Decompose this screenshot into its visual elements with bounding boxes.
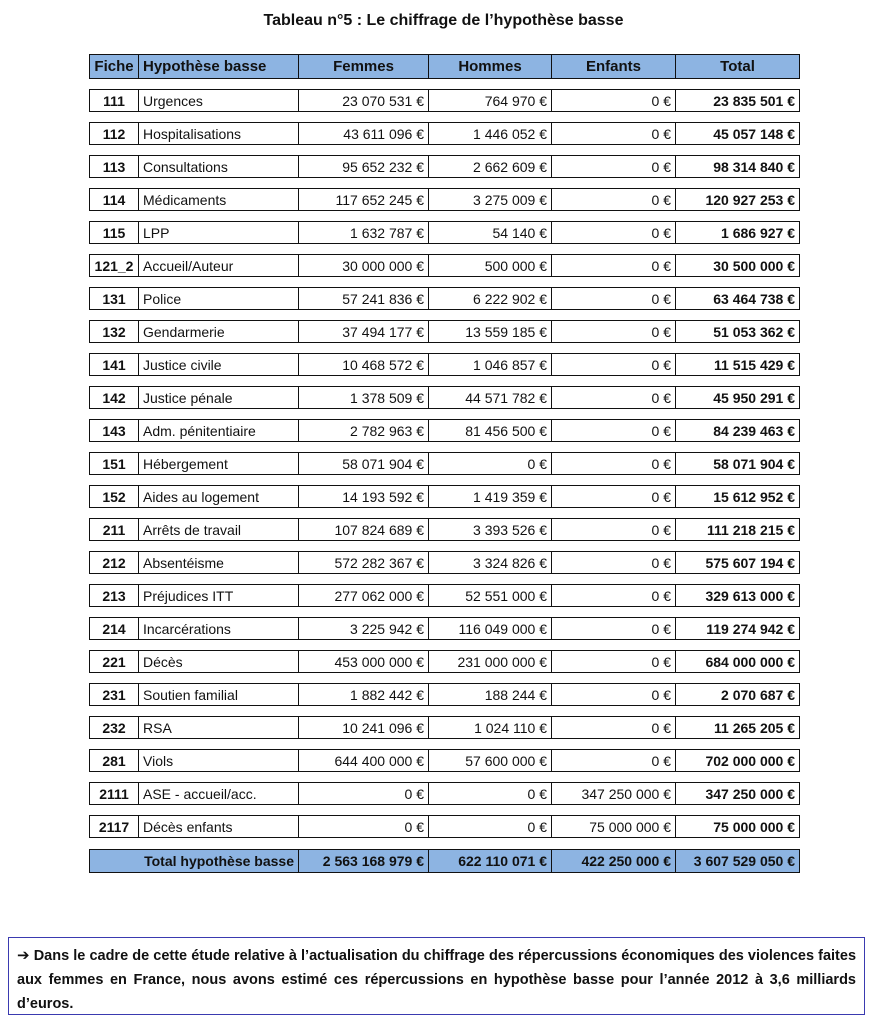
row-spacer (90, 211, 800, 222)
cell-total: 575 607 194 € (676, 552, 800, 574)
cell-enfants: 0 € (552, 354, 676, 376)
row-spacer (90, 475, 800, 486)
cell-total: 51 053 362 € (676, 321, 800, 343)
row-spacer (90, 772, 800, 783)
spacer-cell (90, 376, 800, 387)
cell-total: 11 265 205 € (676, 717, 800, 739)
cell-hommes: 3 393 526 € (429, 519, 552, 541)
cell-enfants: 0 € (552, 486, 676, 508)
cell-enfants: 0 € (552, 321, 676, 343)
cell-femmes: 453 000 000 € (299, 651, 429, 673)
cell-enfants: 0 € (552, 90, 676, 112)
arrow-right-icon: ➔ (17, 947, 30, 964)
spacer-cell (90, 343, 800, 354)
spacer-cell (90, 409, 800, 420)
cell-hommes: 52 551 000 € (429, 585, 552, 607)
table-row (90, 717, 800, 739)
table-row (90, 783, 800, 805)
total-enfants: 422 250 000 € (552, 850, 676, 873)
row-spacer (90, 607, 800, 618)
cell-enfants: 0 € (552, 552, 676, 574)
cell-label: Police (139, 288, 299, 310)
cell-femmes: 23 070 531 € (299, 90, 429, 112)
table-header (90, 55, 800, 79)
cell-femmes: 43 611 096 € (299, 123, 429, 145)
cell-femmes: 1 882 442 € (299, 684, 429, 706)
cell-hommes: 81 456 500 € (429, 420, 552, 442)
cell-total: 58 071 904 € (676, 453, 800, 475)
table-row (90, 222, 800, 244)
spacer-cell (90, 244, 800, 255)
cell-femmes: 30 000 000 € (299, 255, 429, 277)
cell-hommes: 116 049 000 € (429, 618, 552, 640)
cell-femmes: 0 € (299, 816, 429, 838)
cell-total: 119 274 942 € (676, 618, 800, 640)
cell-femmes: 1 378 509 € (299, 387, 429, 409)
cell-fiche: 132 (90, 321, 139, 343)
cell-total: 329 613 000 € (676, 585, 800, 607)
cell-label: Décès enfants (139, 816, 299, 838)
table-row (90, 420, 800, 442)
cell-enfants: 0 € (552, 684, 676, 706)
cell-label: ASE - accueil/acc. (139, 783, 299, 805)
row-spacer (90, 805, 800, 816)
cell-femmes: 572 282 367 € (299, 552, 429, 574)
cell-hommes: 57 600 000 € (429, 750, 552, 772)
cell-fiche: 212 (90, 552, 139, 574)
spacer-cell (90, 277, 800, 288)
cell-total: 84 239 463 € (676, 420, 800, 442)
cell-femmes: 117 652 245 € (299, 189, 429, 211)
spacer-cell (90, 805, 800, 816)
spacer-cell (90, 442, 800, 453)
table-row (90, 816, 800, 838)
table-row (90, 255, 800, 277)
spacer-cell (90, 112, 800, 123)
cell-enfants: 0 € (552, 123, 676, 145)
row-spacer (90, 640, 800, 651)
spacer-cell (90, 79, 800, 90)
cell-fiche: 214 (90, 618, 139, 640)
row-spacer (90, 409, 800, 420)
table-row (90, 618, 800, 640)
cell-label: LPP (139, 222, 299, 244)
cell-hommes: 2 662 609 € (429, 156, 552, 178)
cell-enfants: 0 € (552, 255, 676, 277)
cell-label: Arrêts de travail (139, 519, 299, 541)
cell-hommes: 3 324 826 € (429, 552, 552, 574)
cell-fiche: 131 (90, 288, 139, 310)
cell-hommes: 1 446 052 € (429, 123, 552, 145)
cell-femmes: 57 241 836 € (299, 288, 429, 310)
cell-enfants: 0 € (552, 420, 676, 442)
spacer-cell (90, 706, 800, 717)
cell-enfants: 0 € (552, 519, 676, 541)
cell-femmes: 107 824 689 € (299, 519, 429, 541)
row-spacer (90, 508, 800, 519)
table-row (90, 552, 800, 574)
cell-hommes: 0 € (429, 816, 552, 838)
cell-total: 45 057 148 € (676, 123, 800, 145)
table-row (90, 288, 800, 310)
cell-femmes: 3 225 942 € (299, 618, 429, 640)
row-spacer (90, 343, 800, 354)
table-row (90, 354, 800, 376)
cell-hommes: 188 244 € (429, 684, 552, 706)
table-row (90, 651, 800, 673)
row-spacer (90, 112, 800, 123)
cell-label: Accueil/Auteur (139, 255, 299, 277)
summary-note (8, 937, 865, 1015)
cell-fiche: 143 (90, 420, 139, 442)
cell-fiche: 152 (90, 486, 139, 508)
table-row (90, 321, 800, 343)
spacer-cell (90, 310, 800, 321)
row-spacer (90, 574, 800, 585)
header-enfants: Enfants (552, 55, 676, 79)
total-total: 3 607 529 050 € (676, 850, 800, 873)
cell-label: Incarcérations (139, 618, 299, 640)
cell-enfants: 0 € (552, 717, 676, 739)
cell-fiche: 112 (90, 123, 139, 145)
cell-hommes: 1 046 857 € (429, 354, 552, 376)
cell-hommes: 764 970 € (429, 90, 552, 112)
cell-hommes: 13 559 185 € (429, 321, 552, 343)
header-total: Total (676, 55, 800, 79)
row-spacer (90, 673, 800, 684)
row-spacer (90, 79, 800, 90)
cell-enfants: 75 000 000 € (552, 816, 676, 838)
row-spacer (90, 244, 800, 255)
row-spacer (90, 376, 800, 387)
cell-fiche: 2117 (90, 816, 139, 838)
cell-label: Décès (139, 651, 299, 673)
table-row (90, 585, 800, 607)
cell-hommes: 44 571 782 € (429, 387, 552, 409)
table-row (90, 684, 800, 706)
cell-label: Soutien familial (139, 684, 299, 706)
spacer-cell (90, 673, 800, 684)
table-row (90, 189, 800, 211)
spacer-cell (90, 607, 800, 618)
header-hommes: Hommes (429, 55, 552, 79)
cell-enfants: 0 € (552, 387, 676, 409)
row-spacer (90, 706, 800, 717)
table-row (90, 123, 800, 145)
total-femmes: 2 563 168 979 € (299, 850, 429, 873)
cell-label: Adm. pénitentiaire (139, 420, 299, 442)
cell-hommes: 1 419 359 € (429, 486, 552, 508)
cell-total: 684 000 000 € (676, 651, 800, 673)
row-spacer (90, 277, 800, 288)
cell-label: Hébergement (139, 453, 299, 475)
row-gap (90, 838, 800, 850)
cell-hommes: 500 000 € (429, 255, 552, 277)
cell-femmes: 95 652 232 € (299, 156, 429, 178)
cell-femmes: 277 062 000 € (299, 585, 429, 607)
total-row (90, 850, 800, 873)
cell-total: 15 612 952 € (676, 486, 800, 508)
cell-label: Hospitalisations (139, 123, 299, 145)
cell-fiche: 121_2 (90, 255, 139, 277)
cell-label: RSA (139, 717, 299, 739)
cell-total: 111 218 215 € (676, 519, 800, 541)
cell-femmes: 10 241 096 € (299, 717, 429, 739)
cell-femmes: 644 400 000 € (299, 750, 429, 772)
spacer-cell (90, 772, 800, 783)
cell-fiche: 151 (90, 453, 139, 475)
cell-fiche: 114 (90, 189, 139, 211)
cell-fiche: 141 (90, 354, 139, 376)
spacer-cell (90, 475, 800, 486)
cell-label: Viols (139, 750, 299, 772)
table-row (90, 750, 800, 772)
header-femmes: Femmes (299, 55, 429, 79)
table-row (90, 519, 800, 541)
cell-hommes: 0 € (429, 783, 552, 805)
cell-femmes: 14 193 592 € (299, 486, 429, 508)
row-spacer (90, 310, 800, 321)
cell-enfants: 0 € (552, 189, 676, 211)
header-fiche: Fiche (90, 55, 139, 79)
spacer-cell (90, 574, 800, 585)
cell-fiche: 111 (90, 90, 139, 112)
cell-label: Gendarmerie (139, 321, 299, 343)
cell-fiche: 211 (90, 519, 139, 541)
cell-fiche: 142 (90, 387, 139, 409)
cell-total: 2 070 687 € (676, 684, 800, 706)
table-body (90, 79, 800, 838)
cell-enfants: 0 € (552, 288, 676, 310)
cell-label: Préjudices ITT (139, 585, 299, 607)
cell-total: 63 464 738 € (676, 288, 800, 310)
cell-total: 120 927 253 € (676, 189, 800, 211)
spacer-cell (90, 145, 800, 156)
cell-label: Justice civile (139, 354, 299, 376)
header-hypothese: Hypothèse basse (139, 55, 299, 79)
row-spacer (90, 442, 800, 453)
cell-hommes: 54 140 € (429, 222, 552, 244)
cell-label: Aides au logement (139, 486, 299, 508)
cell-total: 45 950 291 € (676, 387, 800, 409)
cell-femmes: 2 782 963 € (299, 420, 429, 442)
cell-label: Justice pénale (139, 387, 299, 409)
spacer-cell (90, 211, 800, 222)
cell-fiche: 221 (90, 651, 139, 673)
cell-fiche: 115 (90, 222, 139, 244)
cell-label: Médicaments (139, 189, 299, 211)
cost-table (89, 54, 800, 873)
spacer-cell (90, 640, 800, 651)
cell-total: 702 000 000 € (676, 750, 800, 772)
table-footer (90, 838, 800, 873)
table-row (90, 156, 800, 178)
cell-fiche: 113 (90, 156, 139, 178)
cell-hommes: 231 000 000 € (429, 651, 552, 673)
cell-fiche: 2111 (90, 783, 139, 805)
cell-total: 30 500 000 € (676, 255, 800, 277)
total-label: Total hypothèse basse (139, 850, 299, 873)
cell-enfants: 0 € (552, 585, 676, 607)
spacer-cell (90, 178, 800, 189)
total-fiche-cell (90, 850, 139, 873)
cell-enfants: 347 250 000 € (552, 783, 676, 805)
spacer-cell (90, 541, 800, 552)
cell-hommes: 1 024 110 € (429, 717, 552, 739)
cell-label: Urgences (139, 90, 299, 112)
cell-label: Consultations (139, 156, 299, 178)
cell-femmes: 37 494 177 € (299, 321, 429, 343)
cell-femmes: 10 468 572 € (299, 354, 429, 376)
cell-fiche: 231 (90, 684, 139, 706)
table-row (90, 453, 800, 475)
table-title: Tableau n°5 : Le chiffrage de l’hypothèse basse (263, 12, 624, 29)
cell-hommes: 0 € (429, 453, 552, 475)
table-row (90, 90, 800, 112)
cell-total: 23 835 501 € (676, 90, 800, 112)
row-spacer (90, 541, 800, 552)
cell-fiche: 213 (90, 585, 139, 607)
row-spacer (90, 145, 800, 156)
spacer-cell (90, 739, 800, 750)
cell-total: 347 250 000 € (676, 783, 800, 805)
cell-total: 11 515 429 € (676, 354, 800, 376)
cell-enfants: 0 € (552, 222, 676, 244)
cell-hommes: 6 222 902 € (429, 288, 552, 310)
table-row (90, 486, 800, 508)
cell-fiche: 281 (90, 750, 139, 772)
cell-total: 75 000 000 € (676, 816, 800, 838)
row-spacer (90, 739, 800, 750)
cell-enfants: 0 € (552, 750, 676, 772)
cell-femmes: 1 632 787 € (299, 222, 429, 244)
spacer-cell (90, 508, 800, 519)
cell-femmes: 0 € (299, 783, 429, 805)
cell-label: Absentéisme (139, 552, 299, 574)
cell-total: 1 686 927 € (676, 222, 800, 244)
cell-hommes: 3 275 009 € (429, 189, 552, 211)
cell-fiche: 232 (90, 717, 139, 739)
total-hommes: 622 110 071 € (429, 850, 552, 873)
note-text: Dans le cadre de cette étude relative à l’actualisation du chiffrage des répercussions économiques des violences faites aux femmes en France, nous avons estimé ces répercussions en hypothèse basse pour l’année 2012 à 3,6 milliards d’euros. (17, 948, 857, 1012)
table-row (90, 387, 800, 409)
cell-enfants: 0 € (552, 651, 676, 673)
cell-femmes: 58 071 904 € (299, 453, 429, 475)
cell-total: 98 314 840 € (676, 156, 800, 178)
cell-enfants: 0 € (552, 156, 676, 178)
cell-enfants: 0 € (552, 618, 676, 640)
row-spacer (90, 178, 800, 189)
cell-enfants: 0 € (552, 453, 676, 475)
